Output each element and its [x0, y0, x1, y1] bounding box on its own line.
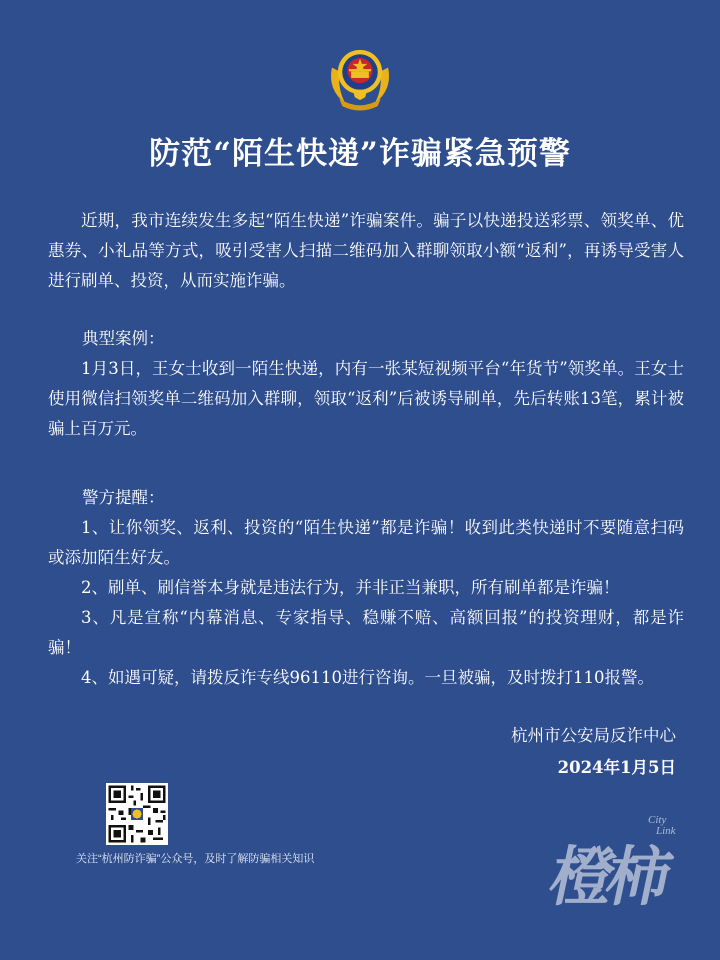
- police-emblem-icon: [323, 38, 397, 112]
- case-heading: 典型案例：: [82, 329, 165, 348]
- tip-item: 3、凡是宣称“内幕消息、专家指导、稳赚不赔、高额回报”的投资理财，都是诈骗！: [48, 608, 684, 657]
- qr-caption: 关注“杭州防诈骗”公众号，及时了解防骗相关知识: [76, 853, 315, 865]
- tips-heading: 警方提醒：: [82, 488, 165, 507]
- tip-item: 2、刷单、刷信誉本身就是违法行为，并非正当兼职，所有刷单都是诈骗！: [81, 578, 620, 597]
- watermark-text: 橙柿: [542, 841, 671, 915]
- signature-org: 杭州市公安局反诈中心: [511, 726, 676, 745]
- watermark-city: [648, 815, 676, 837]
- watermark-city-text: City: [648, 814, 667, 826]
- case-paragraph: 1月3日，王女士收到一陌生快递，内有一张某短视频平台“年货节”领奖单。王女士使用微信扫领奖单二维码加入群聊，领取“返利”后被诱导刷单，先后转账13笔，累计被骗上百万元。: [48, 359, 684, 438]
- tips-list: [48, 513, 684, 693]
- page-title: 防范“陌生快递”诈骗紧急预警: [149, 136, 571, 172]
- tip-item: 1、让你领奖、返利、投资的“陌生快递”都是诈骗！收到此类快递时不要随意扫码或添加陌生好友。: [48, 518, 684, 567]
- qr-code-icon[interactable]: [106, 783, 168, 845]
- signature: [511, 720, 676, 784]
- signature-date: 2024年1月5日: [557, 758, 676, 777]
- watermark-link-text: Link: [656, 825, 676, 837]
- tip-item: 4、如遇可疑，请拨反诈专线96110进行咨询。一旦被骗，及时拨打110报警。: [81, 668, 654, 687]
- intro-paragraph: 近期，我市连续发生多起“陌生快递”诈骗案件。骗子以快递投送彩票、领奖单、优惠券、小礼品等方式，吸引受害人扫描二维码加入群聊领取小额“返利”，再诱导受害人进行刷单、投资，从而实施诈骗。: [48, 211, 684, 290]
